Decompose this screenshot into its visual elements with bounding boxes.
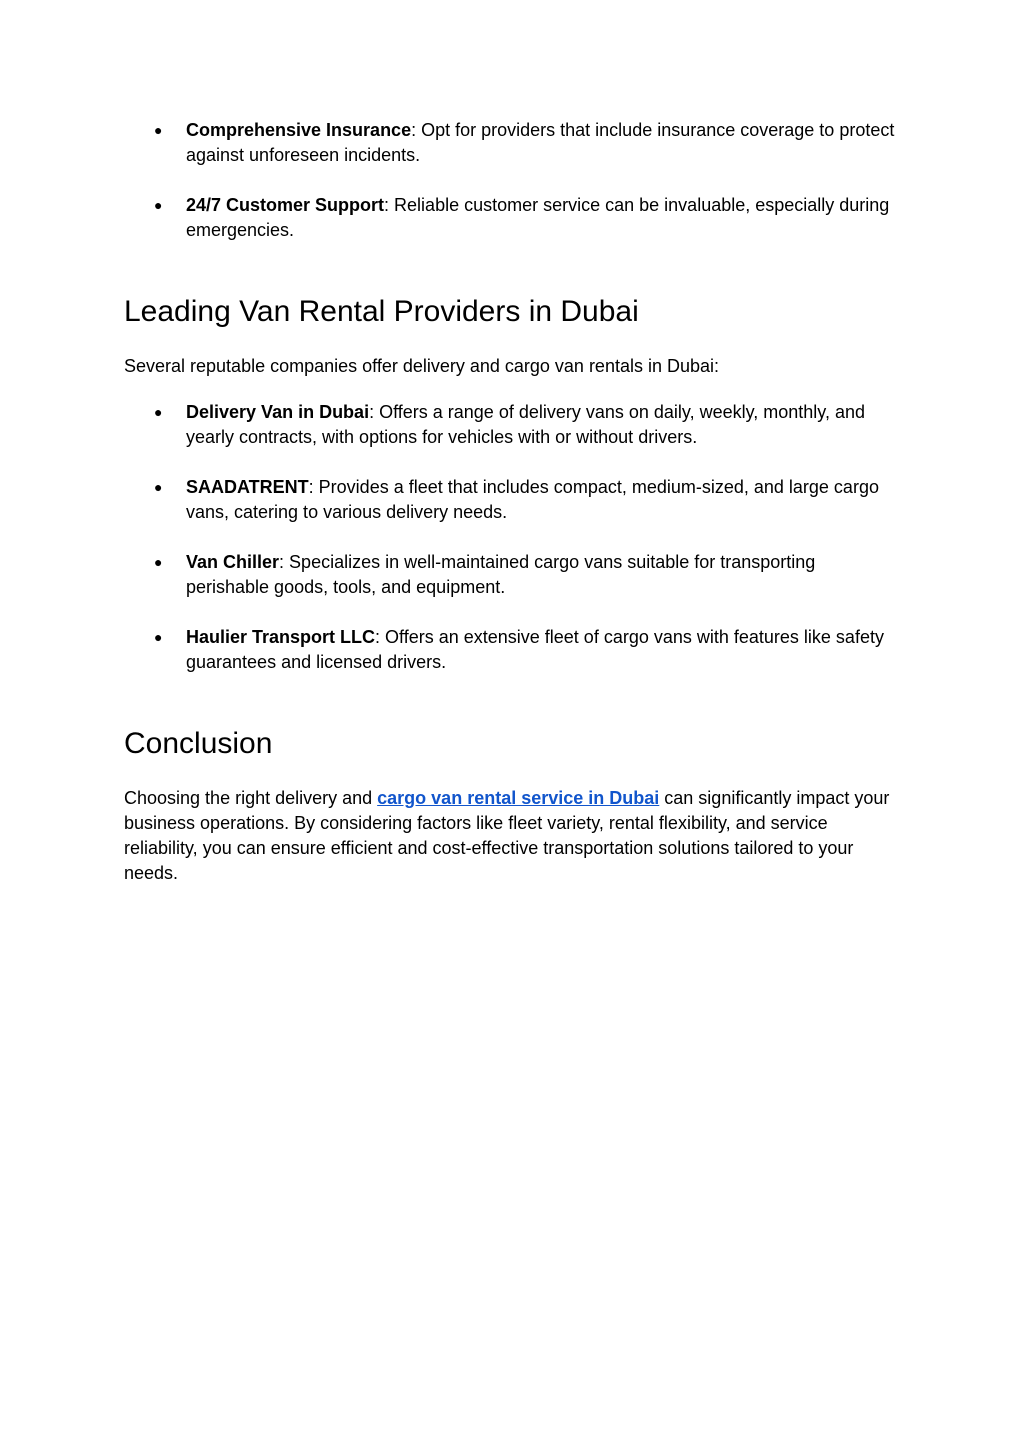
list-item-text: : Offers a range of delivery vans on daily, weekly, monthly, and yearly contracts, with options for vehicles with or without drivers. [186,402,865,447]
list-item-text: : Provides a fleet that includes compact, medium-sized, and large cargo vans, catering to various delivery needs. [186,477,879,522]
list-item-text: : Opt for providers that include insurance coverage to protect against unforeseen incidents. [186,120,895,165]
section-heading-conclusion: Conclusion [124,727,273,760]
providers-intro: Several reputable companies offer delivery and cargo van rentals in Dubai: [124,356,720,376]
bullet-icon: ● [154,404,163,420]
list-item-term: Delivery Van in Dubai [186,402,370,422]
providers-list [124,400,902,675]
list-item-term: Comprehensive Insurance [186,120,412,140]
list-item-text: : Specializes in well-maintained cargo vans suitable for transporting perishable goods, tools, and equipment. [186,552,816,597]
list-item-term: Van Chiller [186,552,280,572]
list-item-term: SAADATRENT [186,477,309,497]
list-item [124,550,902,600]
bullet-icon: ● [154,197,163,213]
list-item [124,625,902,675]
list-item-term: Haulier Transport LLC [186,627,376,647]
bullet-icon: ● [154,554,163,570]
list-item [124,475,902,525]
bullet-icon: ● [154,122,163,138]
conclusion-paragraph [124,786,902,886]
features-list [124,118,902,243]
cargo-van-rental-link[interactable]: cargo van rental service in Dubai [377,788,660,808]
bullet-icon: ● [154,629,163,645]
list-item-text: : Reliable customer service can be invaluable, especially during emergencies. [186,195,890,240]
conclusion-text-after: can significantly impact your business operations. By considering factors like fleet variety, rental flexibility, and service reliability, you can ensure efficient and cost-effective transportation solutions tailored to your needs. [124,788,890,883]
list-item-text: : Offers an extensive fleet of cargo vans with features like safety guarantees and licensed drivers. [186,627,884,672]
document-content [124,118,902,886]
section-heading-providers: Leading Van Rental Providers in Dubai [124,295,639,328]
list-item [124,193,902,243]
conclusion-text-before: Choosing the right delivery and [124,788,378,808]
bullet-icon: ● [154,479,163,495]
list-item [124,400,902,450]
list-item-term: 24/7 Customer Support [186,195,385,215]
list-item [124,118,902,168]
